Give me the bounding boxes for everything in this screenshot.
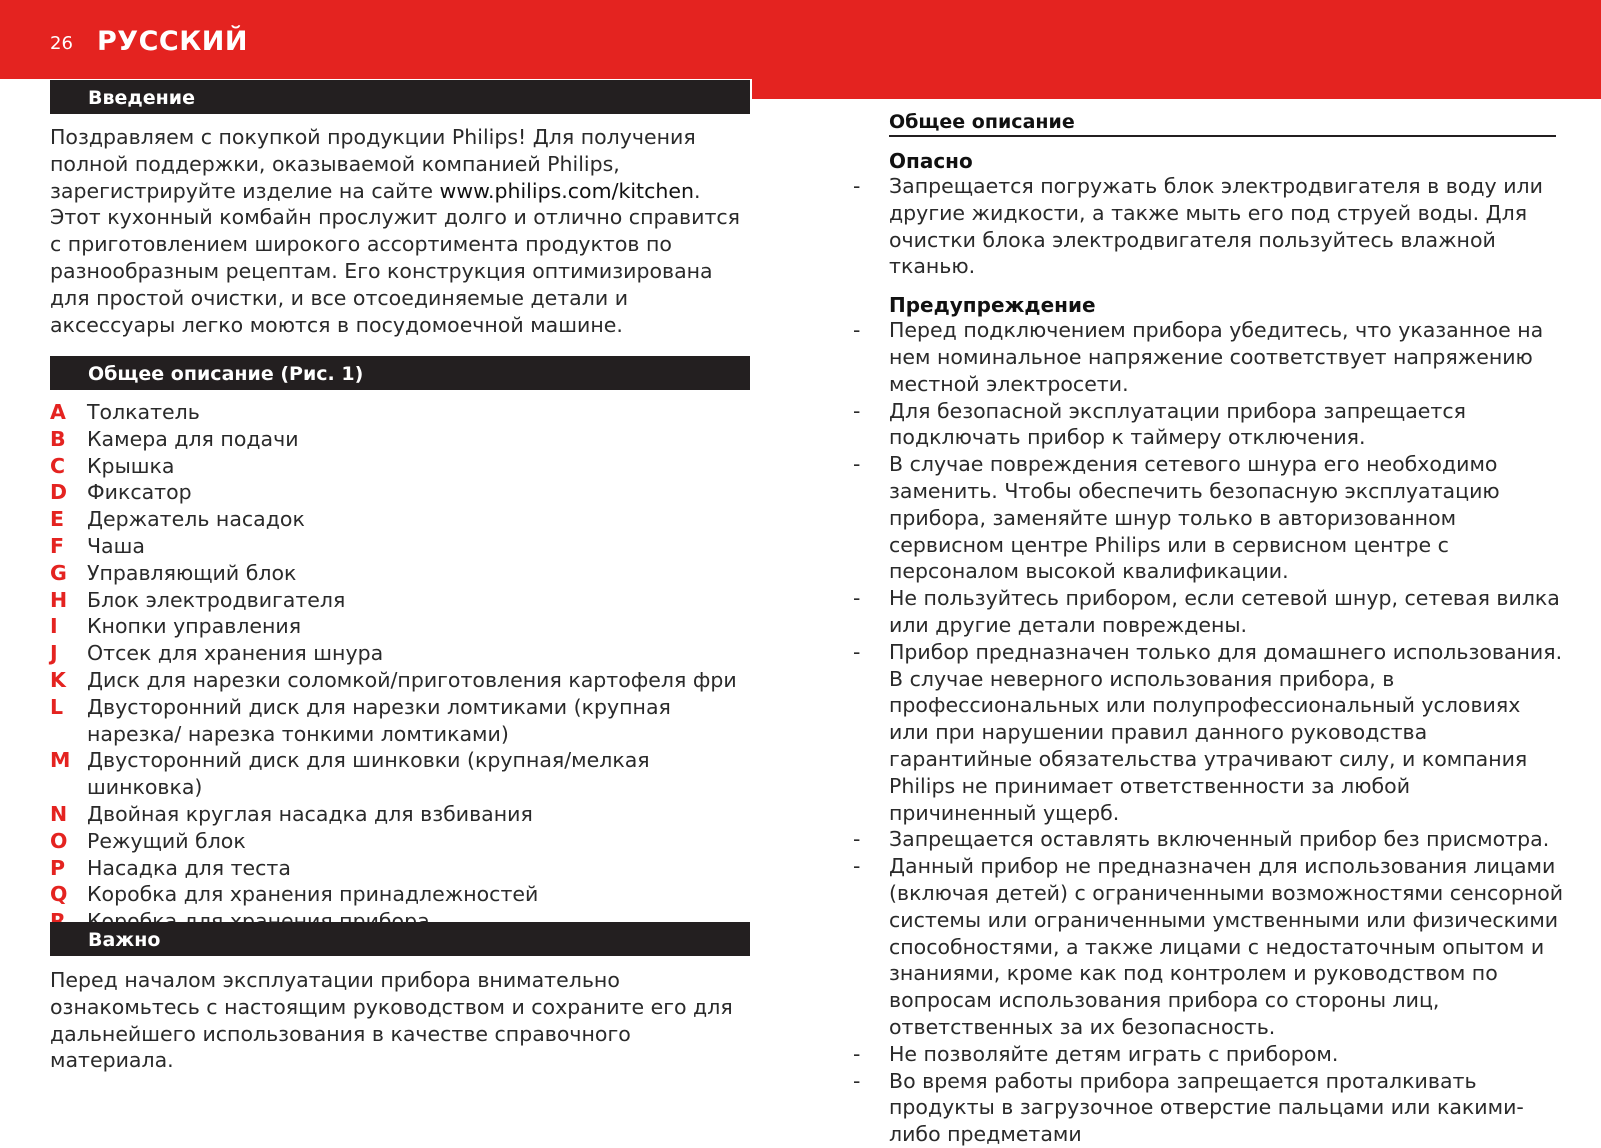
bullet-text: Данный прибор не предназначен для использования лицами (включая детей) с ограниченными возможностями сенсорной системы или ограниченными умственными или физическими способностями, а также лицами с недостаточным опытом и знаниями, кроме как под контролем и руководством по вопросам использования прибора со стороны лиц, ответственных за их безопасность. (889, 854, 1564, 1039)
bullet-item (853, 853, 1564, 1041)
bullet-text: Не пользуйтесь прибором, если сетевой шнур, сетевая вилка или другие детали повреждены. (889, 586, 1560, 637)
bullet-text: В случае повреждения сетевого шнура его необходимо заменить. Чтобы обеспечить безопасную эксплуатацию прибора, заменяйте шнур только в авторизованном сервисном центре Philips или в сервисном центре с персоналом высокой квалификации. (889, 452, 1500, 584)
part-label: Диск для нарезки соломкой/приготовления картофеля фри (87, 667, 737, 692)
overview-heading: Общее описание (Рис. 1) (50, 356, 750, 390)
part-label: Блок электродвигателя (87, 587, 346, 612)
intro-heading: Введение (50, 80, 750, 114)
part-letter: F (50, 533, 65, 558)
bullet-item (853, 639, 1564, 827)
bullet-item (853, 317, 1564, 397)
important-text: Перед началом эксплуатации прибора внимательно ознакомьтесь с настоящим руководством и сохраните его для дальнейшего использования в качестве справочного материала. (50, 968, 733, 1073)
bullet-text: Перед подключением прибора убедитесь, что указанное на нем номинальное напряжение соответствует напряжению местной электросети. (889, 318, 1544, 396)
part-label: Двойная круглая насадка для взбивания (87, 801, 533, 826)
part-letter: M (50, 748, 71, 773)
part-letter: K (50, 667, 66, 692)
part-label: Двусторонний диск для шинковки (крупная/мелкая шинковка) (87, 748, 650, 800)
bullet-text: Запрещается оставлять включенный прибор без присмотра. (889, 827, 1550, 852)
dash-marker: - (853, 854, 861, 879)
part-letter: D (50, 480, 68, 505)
page-number: 26 (50, 33, 73, 54)
dash-marker: - (853, 1041, 861, 1066)
dash-marker: - (853, 586, 861, 611)
part-label: Кнопки управления (87, 614, 302, 639)
intro-p1-end: . (693, 178, 701, 203)
right-column (0, 149, 1601, 1148)
dash-marker: - (853, 452, 861, 477)
bullet-text: Не позволяйте детям играть с прибором. (889, 1041, 1339, 1066)
bullet-item (853, 585, 1564, 639)
philips-link[interactable]: www.philips.com/kitchen (439, 178, 694, 203)
part-label: Насадка для теста (87, 855, 291, 880)
part-letter: E (50, 507, 65, 532)
part-letter: A (50, 400, 66, 424)
part-letter: C (50, 453, 66, 478)
intro-paragraph-2: Этот кухонный комбайн прослужит долго и отлично справится с приготовлением широкого ассортимента продуктов по разнообразным рецептам. Его конструкция оптимизирована для простой очистки, и все отсоединяемые детали и аксессуары легко моются в посудомоечной машине. (50, 205, 740, 337)
intro-p1-text: Поздравляем с покупкой продукции Philips! Для получения полной поддержки, оказываемой компанией Philips, зарегистрируйте изделие на сайте (50, 125, 696, 203)
danger-title: Опасно (889, 149, 973, 173)
part-letter: L (50, 694, 64, 719)
bullet-text: Для безопасной эксплуатации прибора запрещается подключать прибор к таймеру отключения. (889, 398, 1466, 450)
part-letter: I (50, 614, 58, 639)
bullet-item (853, 173, 1564, 280)
part-letter: J (50, 641, 58, 666)
language-title: РУССКИЙ (97, 26, 248, 57)
part-label: Коробка для хранения принадлежностей (87, 882, 539, 907)
danger-list (0, 173, 1601, 280)
part-label: Держатель насадок (87, 507, 305, 532)
bullet-item (853, 1041, 1564, 1068)
part-label: Толкатель (87, 400, 200, 424)
bullet-item (853, 826, 1564, 853)
part-label: Режущий блок (87, 828, 246, 853)
important-heading: Важно (50, 922, 750, 956)
bullet-text: Прибор предназначен только для домашнего использования. В случае неверного использования прибора, в профессиональных или полупрофессиональный условиях или при нарушении правил данного руководства гарантийные обязательства утрачивают силу, и компания Philips не принимает ответственности за любой причиненный ущерб. (889, 639, 1563, 825)
part-label: Крышка (87, 453, 175, 478)
part-letter: B (50, 426, 66, 451)
warning-list (0, 317, 1601, 1148)
part-letter: N (50, 801, 68, 826)
dash-marker: - (853, 174, 861, 198)
bullet-text: Запрещается погружать блок электродвигателя в воду или другие жидкости, а также мыть его под струей воды. Для очистки блока электродвигателя пользуйтесь влажной тканью. (889, 174, 1543, 279)
dash-marker: - (853, 827, 861, 852)
part-label: Чаша (87, 533, 145, 558)
part-letter: P (50, 855, 66, 880)
bullet-item (853, 1068, 1564, 1148)
dash-marker: - (853, 318, 861, 343)
bullet-text: Во время работы прибора запрещается проталкивать продукты в загрузочное отверстие пальцами или какими-либо предметами (889, 1068, 1524, 1147)
warning-title: Предупреждение (889, 293, 1096, 318)
part-letter: G (50, 560, 67, 585)
dash-marker: - (853, 398, 861, 423)
part-letter: Q (50, 882, 68, 907)
part-label: Управляющий блок (87, 560, 297, 585)
bullet-item (853, 451, 1564, 585)
header-band-right (752, 0, 1601, 99)
part-letter: O (50, 828, 68, 853)
general-description-heading: Общее описание (889, 111, 1556, 137)
dash-marker: - (853, 1068, 861, 1093)
dash-marker: - (853, 639, 861, 664)
part-label: Камера для подачи (87, 426, 299, 451)
part-letter: H (50, 587, 68, 612)
part-label: Двусторонний диск для нарезки ломтиками (крупная нарезка/ нарезка тонкими ломтиками) (87, 694, 671, 746)
part-label: Фиксатор (87, 480, 192, 505)
part-label: Отсек для хранения шнура (87, 641, 384, 666)
bullet-item (853, 398, 1564, 452)
